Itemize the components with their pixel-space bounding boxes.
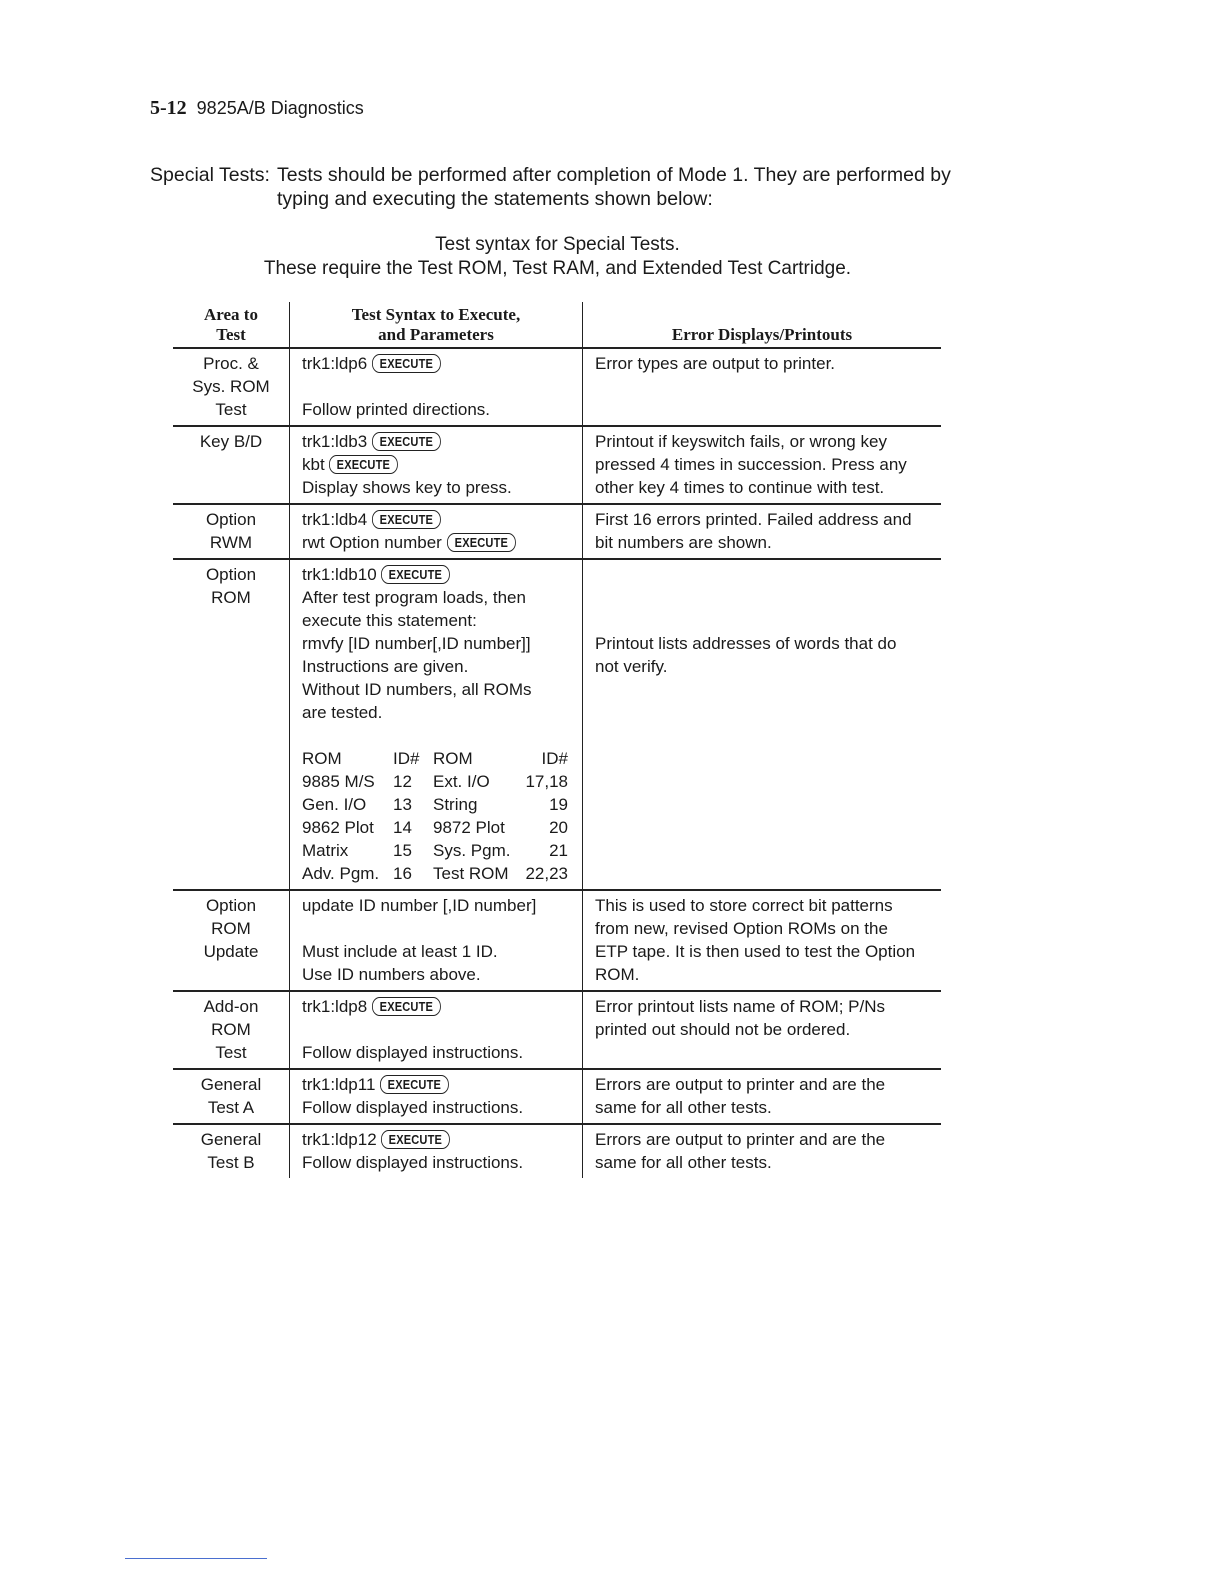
header-syntax: Test Syntax to Execute, and Parameters bbox=[289, 302, 583, 347]
execute-key-icon: EXECUTE bbox=[329, 455, 398, 474]
area-cell: Option RWM bbox=[205, 510, 257, 552]
errors-cell: Printout lists addresses of words that do not verify. bbox=[595, 634, 897, 676]
rom-id-header: ROM ID# ROM ID# bbox=[302, 749, 568, 768]
footer-rule bbox=[125, 1558, 267, 1559]
syntax-cell: trk1:ldp6 EXECUTE Follow printed directions. bbox=[289, 349, 583, 425]
special-tests-table bbox=[173, 302, 941, 1178]
execute-key-icon: EXECUTE bbox=[380, 1075, 449, 1094]
table-header bbox=[173, 302, 941, 349]
table-row bbox=[173, 891, 941, 992]
intro-label: Special Tests: bbox=[150, 164, 270, 186]
errors-cell: First 16 errors printed. Failed address and bit numbers are shown. bbox=[595, 510, 912, 552]
execute-key-icon: EXECUTE bbox=[372, 432, 441, 451]
syntax-cell: trk1:ldb10 EXECUTE After test program loads, then execute this statement: rmvfy [ID number[,ID number]] Instructions are given. Without ID numbers, all ROMs are tested. ROM ID# ROM ID# 9885 M/S 12 Ext. I/O 17,18 Gen. I/O 13 String 19 9862 Plot 14 9872 Plot 20 Matrix 15 Sys. Pgm. 21 Adv. Pgm. 16 Test ROM 22,23 bbox=[289, 560, 583, 889]
page-header bbox=[150, 97, 364, 120]
errors-cell: Error printout lists name of ROM; P/Ns printed out should not be ordered. bbox=[595, 997, 886, 1039]
header-errors: Error Displays/Printouts bbox=[671, 325, 853, 344]
errors-cell: Error types are output to printer. bbox=[595, 354, 836, 373]
execute-key-icon: EXECUTE bbox=[372, 997, 441, 1016]
area-cell: Option ROM Update bbox=[203, 896, 259, 961]
execute-key-icon: EXECUTE bbox=[372, 354, 441, 373]
area-cell: General Test A bbox=[200, 1075, 262, 1117]
area-cell: Key B/D bbox=[199, 432, 263, 451]
syntax-cell: update ID number [,ID number] Must include at least 1 ID. Use ID numbers above. bbox=[289, 891, 583, 990]
table-row bbox=[173, 1125, 941, 1178]
execute-key-icon: EXECUTE bbox=[381, 565, 450, 584]
area-cell: General Test B bbox=[200, 1130, 262, 1172]
document-title: 9825A/B Diagnostics bbox=[196, 98, 364, 118]
table-row bbox=[173, 560, 941, 891]
errors-cell: Errors are output to printer and are the same for all other tests. bbox=[595, 1130, 886, 1172]
errors-cell: Printout if keyswitch fails, or wrong key pressed 4 times in succession. Press any other key 4 times to continue with test. bbox=[595, 432, 907, 497]
header-area: Area to Test bbox=[204, 305, 258, 344]
table-row bbox=[173, 992, 941, 1070]
syntax-cell: trk1:ldp8 EXECUTE Follow displayed instructions. bbox=[289, 992, 583, 1068]
execute-key-icon: EXECUTE bbox=[372, 510, 441, 529]
intro-text: Tests should be performed after completion of Mode 1. They are performed by typing and executing the statements shown below: bbox=[277, 164, 951, 210]
page-number: 5-12 bbox=[150, 97, 187, 119]
errors-cell: This is used to store correct bit patterns from new, revised Option ROMs on the ETP tape. It is then used to test the Option ROM. bbox=[595, 896, 916, 984]
rom-id-row: 9862 Plot 14 9872 Plot 20 bbox=[302, 818, 568, 837]
table-row bbox=[173, 505, 941, 560]
table-row bbox=[173, 349, 941, 427]
errors-cell: Errors are output to printer and are the same for all other tests. bbox=[595, 1075, 886, 1117]
table-caption bbox=[175, 233, 940, 281]
area-cell: Option ROM bbox=[205, 565, 257, 607]
execute-key-icon: EXECUTE bbox=[381, 1130, 450, 1149]
rom-id-row: 9885 M/S 12 Ext. I/O 17,18 bbox=[302, 772, 568, 791]
intro-paragraph bbox=[150, 163, 980, 211]
syntax-cell: trk1:ldp12 EXECUTE Follow displayed instructions. bbox=[289, 1125, 583, 1178]
area-cell: Proc. & Sys. ROM Test bbox=[192, 354, 270, 419]
syntax-cell: trk1:ldb4 EXECUTE rwt Option number EXECUTE bbox=[289, 505, 583, 558]
table-row bbox=[173, 427, 941, 505]
rom-id-row: Matrix 15 Sys. Pgm. 21 bbox=[302, 841, 568, 860]
caption-line-2: These require the Test ROM, Test RAM, and Extended Test Cartridge. bbox=[263, 258, 852, 279]
syntax-cell: trk1:ldb3 EXECUTE kbt EXECUTE Display shows key to press. bbox=[289, 427, 583, 503]
caption-line-1: Test syntax for Special Tests. bbox=[435, 234, 680, 255]
table-row bbox=[173, 1070, 941, 1125]
rom-id-table bbox=[302, 747, 568, 885]
execute-key-icon: EXECUTE bbox=[447, 533, 516, 552]
rom-id-row: Adv. Pgm. 16 Test ROM 22,23 bbox=[302, 864, 568, 883]
rom-id-row: Gen. I/O 13 String 19 bbox=[302, 795, 568, 814]
area-cell: Add-on ROM Test bbox=[203, 997, 259, 1062]
syntax-cell: trk1:ldp11 EXECUTE Follow displayed instructions. bbox=[289, 1070, 583, 1123]
